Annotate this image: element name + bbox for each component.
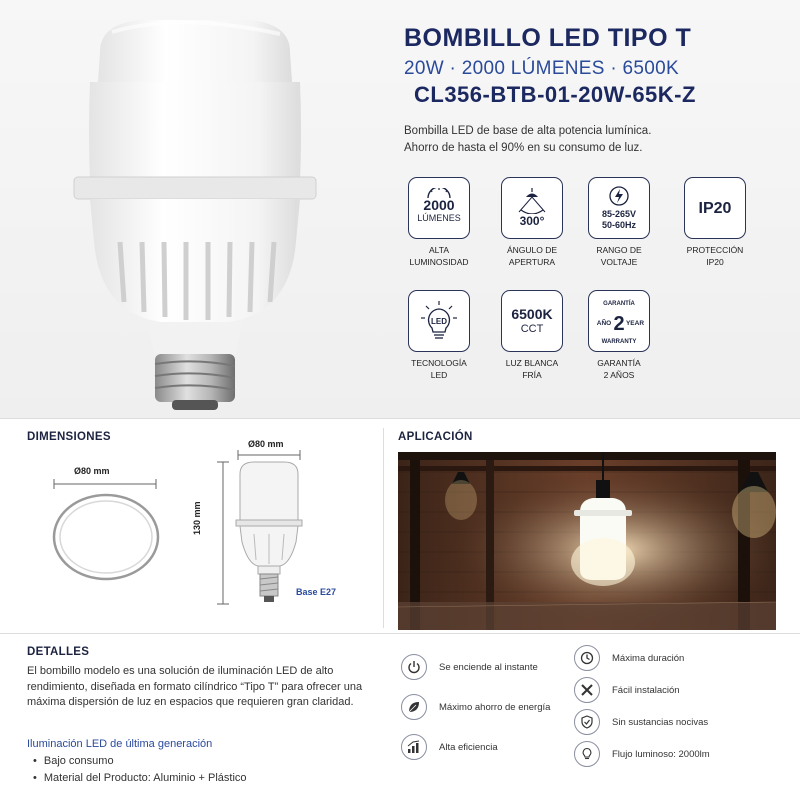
svg-text:LED: LED [431,317,447,326]
svg-text:GARANTÍA: GARANTÍA [603,301,635,307]
beam-angle-value: 300° [519,213,545,228]
feature-ip-rating [670,177,760,268]
frequency-range: 50-60Hz [601,220,637,230]
height-label: 130 mm [192,501,202,535]
spec-label: Flujo luminoso: 2000lm [612,748,710,760]
spec-label: Alta eficiencia [439,741,498,753]
spec-label: Sin sustancias nocivas [612,716,709,728]
cct-unit: CCT [520,323,544,335]
spec-easy-install [574,677,680,703]
top-diameter-label: Ø80 mm [74,466,110,476]
lumens-value: 2000 [423,197,455,213]
product-title: BOMBILLO LED TIPO T [404,24,692,52]
feature-label: GARANTÍA 2 AÑOS [597,358,641,380]
product-subtitle: 20W · 2000 LÚMENES · 6500K [404,58,679,79]
feature-warranty [574,290,664,381]
spec-long-life [574,645,684,671]
led-bulb-icon [408,290,470,352]
feature-label: RANGO DE VOLTAJE [596,245,642,267]
details-bullet: • Bajo consumo [33,755,114,767]
clock-icon [574,645,600,671]
feature-voltage [574,177,664,268]
svg-text:AÑO: AÑO [596,320,612,327]
description-line: Bombilla LED de base de alta potencia lumínica. [404,125,652,137]
spec-label: Máximo ahorro de energía [439,701,551,713]
feature-led [394,290,484,381]
spec-label: Se enciende al instante [439,661,538,673]
svg-text:YEAR: YEAR [625,320,645,327]
spec-no-harmful [574,709,708,735]
cct-icon [501,290,563,352]
details-title: DETALLES [27,646,90,658]
spec-label: Fácil instalación [612,684,680,696]
section-divider [0,418,800,419]
product-description [404,123,704,157]
details-subtitle: Iluminación LED de última generación [27,738,213,750]
application-photo [398,452,776,630]
dimensions-title: DIMENSIONES [27,431,111,443]
leaf-icon [401,694,427,720]
spec-efficiency [401,734,498,760]
height-line [212,460,234,606]
voltage-icon [588,177,650,239]
lumens-icon [408,177,470,239]
svg-text:WARRANTY: WARRANTY [601,339,637,345]
application-title: APLICACIÓN [398,431,473,443]
details-bullet: • Material del Producto: Aluminio + Plástico [33,772,247,784]
product-bulb-image [60,12,330,412]
ip-value: IP20 [698,199,732,217]
top-view-circle [48,492,164,582]
spec-energy-saving [401,694,550,720]
spec-luminous-flux [574,741,710,767]
section-divider [383,428,384,628]
feature-label: ÁNGULO DE APERTURA [506,245,558,267]
feature-cct [487,290,577,381]
top-diameter-line [50,476,160,492]
power-icon [401,654,427,680]
section-divider [0,633,800,634]
side-diameter-label: Ø80 mm [248,439,284,449]
shield-icon [574,709,600,735]
efficiency-chart-icon [401,734,427,760]
feature-label: TECNOLOGÍA LED [411,358,467,380]
beam-angle-icon [501,177,563,239]
spec-label: Máxima duración [612,652,685,664]
tools-icon [574,677,600,703]
cct-value: 6500K [511,306,553,322]
ip-rating-icon [684,177,746,239]
lumens-unit: LÚMENES [417,213,461,223]
voltage-range: 85-265V [601,209,637,219]
bulb-icon [574,741,600,767]
feature-label: ALTA LUMINOSIDAD [409,245,469,267]
spec-instant-on [401,654,538,680]
description-line: Ahorro de hasta el 90% en su consumo de luz. [404,142,643,154]
feature-lumens [394,177,484,268]
warranty-icon [588,290,650,352]
svg-text:2: 2 [613,313,625,335]
feature-label: LUZ BLANCA FRÍA [505,358,559,380]
side-view-bulb [234,460,304,608]
details-text: El bombillo modelo es una solución de iluminación LED de alto rendimiento, diseñada en formato cilíndrico “Tipo T” para ofrecer una máxima dispersión de luz en espacios que requieren gran claridad. [27,665,363,708]
base-label: Base E27 [296,587,337,597]
feature-label: PROTECCIÓN IP20 [686,245,744,267]
feature-beam-angle [487,177,577,268]
product-code: CL356-BTB-01-20W-65K-Z [414,82,696,107]
